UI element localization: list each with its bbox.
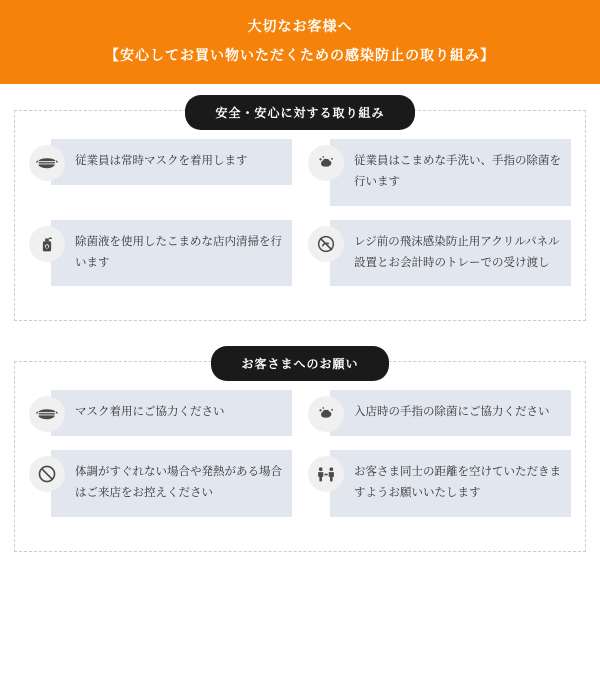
hand-sanitize-icon (308, 396, 344, 432)
section-title-wrap (15, 346, 585, 381)
list-item-label: 従業員はこまめな手洗い、手指の除菌を行います (330, 139, 571, 206)
list-item-label: 入店時の手指の除菌にご協力ください (330, 390, 571, 436)
banner-title-primary: 大切なお客様へ (247, 18, 353, 34)
list-item (300, 390, 571, 450)
section-store-measures (14, 106, 586, 321)
measure-grid (29, 139, 571, 300)
acrylic-panel-icon (308, 226, 344, 262)
list-item-label: 体調がすぐれない場合や発熱がある場合はご来店をお控えください (51, 450, 292, 517)
list-item (300, 450, 571, 531)
list-item (300, 139, 571, 220)
list-item-label: お客さま同士の距離を空けていただきますようお願いいたします (330, 450, 571, 517)
mask-icon (29, 145, 65, 181)
mask-icon (29, 396, 65, 432)
list-item-label: マスク着用にご協力ください (51, 390, 292, 436)
list-item-label: 除菌液を使用したこまめな店内清掃を行います (51, 220, 292, 287)
list-item (300, 220, 571, 301)
list-item (29, 450, 300, 531)
list-item-label: 従業員は常時マスクを着用します (51, 139, 292, 185)
list-item-label: レジ前の飛沫感染防止用アクリルパネル設置とお会計時のトレーでの受け渡し (330, 220, 571, 287)
social-distance-icon (308, 456, 344, 492)
request-grid (29, 390, 571, 531)
no-entry-icon (29, 456, 65, 492)
sanitizer-bottle-icon (29, 226, 65, 262)
list-item (29, 220, 300, 301)
section-customer-requests (14, 357, 586, 552)
header-banner (0, 0, 600, 84)
list-item (29, 390, 300, 450)
section-title: お客さまへのお願い (211, 346, 388, 381)
section-title: 安全・安心に対する取り組み (185, 95, 414, 130)
banner-title-secondary: 【安心してお買い物いただくための感染防止の取り組み】 (105, 47, 495, 63)
hand-wash-icon (308, 145, 344, 181)
list-item (29, 139, 300, 220)
section-title-wrap (15, 95, 585, 130)
section-spacer (0, 321, 600, 335)
